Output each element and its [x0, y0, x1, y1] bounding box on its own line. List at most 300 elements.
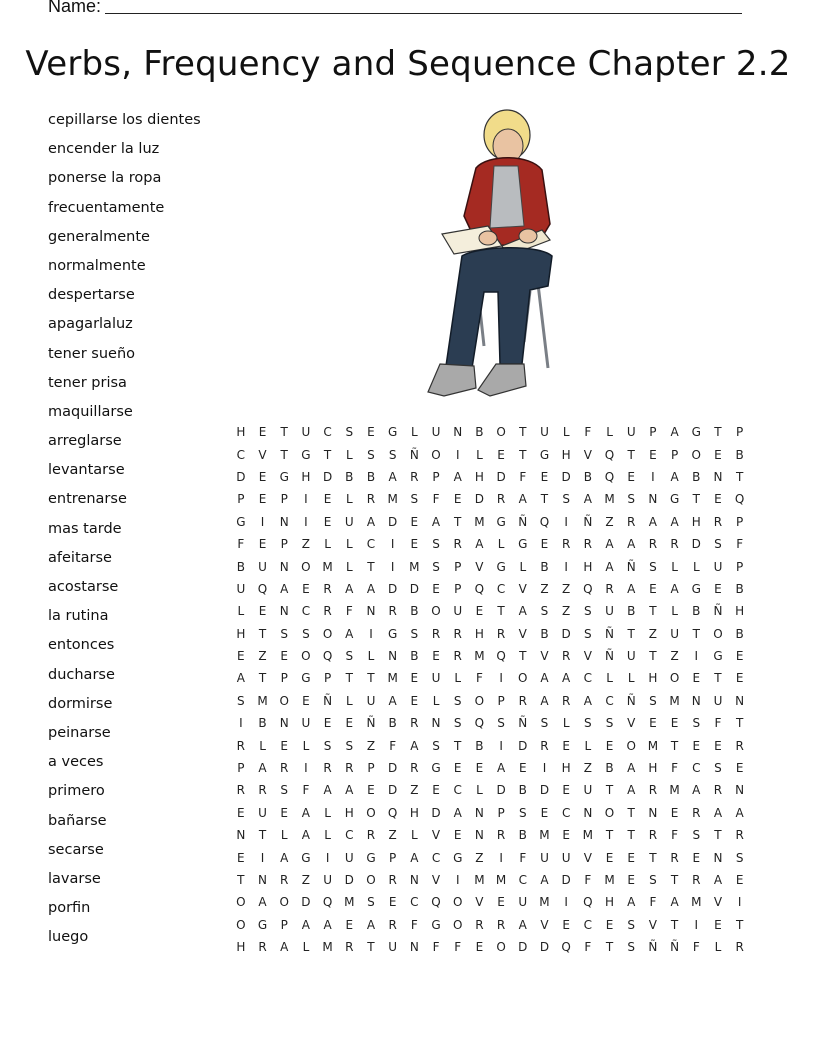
grid-letter[interactable]: G [279, 469, 289, 484]
grid-letter[interactable]: V [540, 649, 549, 664]
grid-letter[interactable]: G [236, 514, 246, 529]
grid-letter[interactable]: O [301, 649, 311, 664]
grid-letter[interactable]: R [388, 873, 397, 887]
grid-letter[interactable]: I [499, 738, 503, 753]
grid-letter[interactable]: Z [648, 626, 658, 641]
grid-letter[interactable]: C [583, 671, 593, 686]
grid-letter[interactable]: N [258, 873, 268, 887]
grid-letter[interactable]: T [367, 559, 375, 574]
grid-letter[interactable]: V [475, 559, 484, 574]
grid-letter[interactable]: B [692, 604, 701, 619]
grid-letter[interactable]: Q [583, 581, 593, 596]
grid-letter[interactable]: R [692, 805, 701, 820]
grid-letter[interactable]: T [735, 469, 744, 484]
grid-letter[interactable]: T [280, 447, 288, 462]
grid-letter[interactable]: N [279, 716, 289, 731]
grid-letter[interactable]: A [713, 805, 723, 820]
grid-letter[interactable]: L [562, 425, 570, 440]
grid-letter[interactable]: G [713, 649, 723, 664]
grid-letter[interactable]: I [325, 850, 330, 865]
grid-letter[interactable]: A [648, 514, 658, 529]
grid-letter[interactable]: Q [604, 447, 615, 462]
grid-letter[interactable]: G [301, 671, 311, 686]
grid-letter[interactable]: Z [605, 514, 614, 529]
grid-letter[interactable]: R [561, 649, 571, 664]
grid-letter[interactable]: S [367, 895, 375, 910]
grid-letter[interactable]: E [714, 917, 722, 932]
grid-letter[interactable]: C [453, 783, 462, 798]
grid-letter[interactable]: E [605, 917, 614, 932]
grid-letter[interactable]: Ñ [605, 626, 615, 641]
grid-letter[interactable]: F [432, 940, 440, 955]
grid-letter[interactable]: T [714, 828, 722, 843]
grid-letter[interactable]: N [713, 469, 723, 484]
grid-letter[interactable]: S [388, 447, 397, 462]
grid-letter[interactable]: L [345, 447, 353, 462]
grid-letter[interactable]: L [584, 738, 592, 753]
grid-letter[interactable]: E [258, 604, 267, 619]
grid-letter[interactable]: P [389, 850, 397, 865]
grid-letter[interactable]: Q [474, 581, 485, 596]
grid-letter[interactable]: L [519, 559, 527, 574]
grid-letter[interactable]: E [323, 716, 332, 731]
grid-letter[interactable]: F [584, 940, 592, 955]
grid-letter[interactable]: A [627, 761, 636, 776]
grid-letter[interactable]: U [258, 805, 267, 820]
grid-letter[interactable]: H [474, 469, 484, 484]
grid-letter[interactable]: A [670, 469, 679, 484]
grid-letter[interactable]: E [280, 649, 289, 664]
grid-letter[interactable]: G [388, 626, 398, 641]
grid-letter[interactable]: L [345, 492, 353, 507]
grid-letter[interactable]: A [410, 738, 419, 753]
grid-letter[interactable]: Ñ [583, 514, 593, 529]
grid-letter[interactable]: A [627, 783, 636, 798]
grid-letter[interactable]: L [411, 828, 418, 843]
grid-letter[interactable]: S [323, 738, 332, 753]
grid-letter[interactable]: M [344, 895, 355, 910]
grid-letter[interactable]: A [583, 693, 592, 708]
grid-letter[interactable]: E [649, 716, 657, 731]
grid-letter[interactable]: B [410, 649, 419, 664]
grid-letter[interactable]: T [735, 917, 744, 932]
grid-letter[interactable]: F [649, 895, 657, 910]
grid-letter[interactable]: S [714, 537, 722, 552]
grid-letter[interactable]: A [280, 940, 289, 955]
grid-letter[interactable]: V [431, 828, 441, 843]
grid-letter[interactable]: Ñ [518, 716, 528, 731]
grid-letter[interactable]: M [387, 671, 398, 686]
grid-letter[interactable]: A [366, 514, 376, 529]
grid-letter[interactable]: E [258, 469, 267, 484]
grid-letter[interactable]: E [410, 671, 419, 686]
grid-letter[interactable]: O [431, 604, 441, 619]
grid-letter[interactable]: B [236, 559, 245, 574]
grid-letter[interactable]: N [735, 783, 745, 798]
grid-letter[interactable]: P [237, 492, 245, 507]
grid-letter[interactable]: R [280, 761, 289, 776]
grid-letter[interactable]: D [388, 761, 398, 776]
grid-letter[interactable]: R [496, 492, 506, 507]
grid-letter[interactable]: R [323, 604, 332, 619]
grid-letter[interactable]: L [432, 693, 440, 708]
grid-letter[interactable]: M [539, 895, 550, 910]
grid-letter[interactable]: Z [583, 761, 592, 776]
grid-letter[interactable]: F [345, 604, 353, 619]
grid-letter[interactable]: G [431, 761, 441, 776]
grid-letter[interactable]: L [497, 537, 505, 552]
grid-letter[interactable]: N [474, 805, 484, 820]
grid-letter[interactable]: C [605, 693, 614, 708]
grid-letter[interactable]: U [431, 671, 441, 686]
grid-letter[interactable]: R [713, 783, 723, 798]
grid-letter[interactable]: F [519, 469, 527, 484]
grid-letter[interactable]: Z [258, 649, 267, 664]
grid-letter[interactable]: O [691, 447, 701, 462]
grid-letter[interactable]: Q [496, 649, 506, 664]
grid-letter[interactable]: N [431, 716, 441, 731]
grid-letter[interactable]: L [324, 537, 331, 552]
grid-letter[interactable]: O [236, 917, 246, 932]
grid-letter[interactable]: R [323, 581, 332, 596]
grid-letter[interactable]: C [431, 850, 441, 865]
grid-letter[interactable]: E [670, 805, 679, 820]
grid-letter[interactable]: O [604, 805, 615, 820]
grid-letter[interactable]: S [237, 693, 245, 708]
grid-letter[interactable]: G [691, 581, 701, 596]
grid-letter[interactable]: A [670, 425, 679, 440]
grid-letter[interactable]: G [257, 917, 268, 932]
grid-letter[interactable]: A [258, 761, 267, 776]
grid-letter[interactable]: E [649, 581, 657, 596]
grid-letter[interactable]: V [583, 649, 592, 664]
grid-letter[interactable]: T [735, 716, 744, 731]
grid-letter[interactable]: N [388, 649, 398, 664]
grid-letter[interactable]: I [260, 514, 265, 529]
grid-letter[interactable]: N [279, 604, 289, 619]
grid-letter[interactable]: U [366, 693, 376, 708]
grid-letter[interactable]: U [236, 581, 246, 596]
grid-letter[interactable]: S [367, 447, 375, 462]
grid-letter[interactable]: A [627, 581, 636, 596]
grid-letter[interactable]: R [388, 604, 397, 619]
grid-letter[interactable]: L [476, 447, 483, 462]
grid-letter[interactable]: I [369, 626, 373, 641]
grid-letter[interactable]: F [519, 850, 527, 865]
grid-letter[interactable]: G [301, 447, 311, 462]
grid-letter[interactable]: A [301, 917, 311, 932]
grid-letter[interactable]: R [561, 693, 571, 708]
grid-letter[interactable]: E [302, 581, 310, 596]
grid-letter[interactable]: I [564, 514, 568, 529]
grid-letter[interactable]: V [583, 447, 592, 462]
grid-letter[interactable]: Z [670, 649, 679, 664]
grid-letter[interactable]: D [561, 626, 571, 641]
grid-letter[interactable]: L [627, 671, 635, 686]
grid-letter[interactable]: R [735, 828, 744, 843]
grid-letter[interactable]: P [323, 671, 332, 686]
grid-letter[interactable]: H [409, 805, 419, 820]
grid-letter[interactable]: S [453, 716, 462, 731]
grid-letter[interactable]: A [518, 917, 527, 932]
grid-letter[interactable]: S [432, 559, 440, 574]
grid-letter[interactable]: M [669, 693, 680, 708]
grid-letter[interactable]: P [497, 693, 505, 708]
grid-letter[interactable]: G [496, 559, 506, 574]
grid-letter[interactable]: T [605, 828, 614, 843]
grid-letter[interactable]: O [713, 626, 723, 641]
grid-letter[interactable]: A [301, 828, 311, 843]
grid-letter[interactable]: R [236, 738, 246, 753]
grid-letter[interactable]: D [388, 581, 398, 596]
grid-letter[interactable]: B [627, 604, 636, 619]
grid-letter[interactable]: A [713, 873, 723, 887]
grid-letter[interactable]: S [649, 559, 657, 574]
grid-letter[interactable]: T [692, 492, 700, 507]
grid-letter[interactable]: A [301, 805, 311, 820]
grid-letter[interactable]: F [454, 940, 462, 955]
grid-letter[interactable]: I [260, 850, 265, 865]
grid-letter[interactable]: U [344, 514, 354, 529]
grid-letter[interactable]: F [584, 425, 592, 440]
grid-letter[interactable]: A [453, 805, 462, 820]
grid-letter[interactable]: S [345, 738, 354, 753]
grid-letter[interactable]: T [692, 626, 700, 641]
grid-letter[interactable]: A [453, 469, 462, 484]
grid-letter[interactable]: Ñ [323, 693, 333, 708]
grid-letter[interactable]: S [280, 626, 289, 641]
grid-letter[interactable]: E [605, 850, 614, 865]
grid-letter[interactable]: E [237, 850, 245, 865]
grid-letter[interactable]: R [410, 761, 419, 776]
grid-letter[interactable]: E [562, 738, 570, 753]
grid-letter[interactable]: C [236, 447, 246, 462]
grid-letter[interactable]: B [735, 581, 744, 596]
grid-letter[interactable]: E [258, 492, 267, 507]
grid-letter[interactable]: G [518, 537, 528, 552]
grid-letter[interactable]: D [496, 783, 506, 798]
grid-letter[interactable]: B [410, 604, 419, 619]
grid-letter[interactable]: E [475, 940, 484, 955]
grid-letter[interactable]: Z [475, 850, 484, 865]
grid-letter[interactable]: Q [539, 514, 550, 529]
grid-letter[interactable]: R [670, 537, 679, 552]
grid-letter[interactable]: O [626, 738, 636, 753]
grid-letter[interactable]: E [323, 492, 332, 507]
grid-letter[interactable]: L [714, 940, 722, 955]
grid-letter[interactable]: D [301, 895, 311, 910]
grid-letter[interactable]: U [258, 559, 267, 574]
grid-letter[interactable]: E [497, 447, 505, 462]
grid-letter[interactable]: C [496, 581, 506, 596]
grid-letter[interactable]: E [432, 649, 440, 664]
grid-letter[interactable]: E [518, 761, 527, 776]
grid-letter[interactable]: P [497, 805, 505, 820]
grid-letter[interactable]: I [390, 559, 395, 574]
grid-letter[interactable]: R [410, 469, 419, 484]
grid-letter[interactable]: E [323, 514, 332, 529]
grid-letter[interactable]: G [496, 514, 506, 529]
grid-letter[interactable]: S [627, 492, 636, 507]
grid-letter[interactable]: R [366, 492, 376, 507]
grid-letter[interactable]: I [651, 469, 655, 484]
grid-letter[interactable]: R [258, 940, 267, 955]
grid-letter[interactable]: N [279, 514, 289, 529]
grid-letter[interactable]: L [345, 559, 353, 574]
grid-letter[interactable]: F [736, 537, 744, 552]
grid-letter[interactable]: H [583, 559, 593, 574]
grid-letter[interactable]: M [582, 828, 594, 843]
grid-letter[interactable]: V [258, 447, 267, 462]
grid-letter[interactable]: D [236, 469, 246, 484]
grid-letter[interactable]: V [540, 917, 549, 932]
grid-letter[interactable]: V [583, 850, 592, 865]
grid-letter[interactable]: E [475, 761, 484, 776]
grid-letter[interactable]: E [605, 738, 614, 753]
grid-letter[interactable]: Q [734, 492, 745, 507]
grid-letter[interactable]: U [301, 425, 311, 440]
grid-letter[interactable]: B [605, 761, 614, 776]
grid-letter[interactable]: R [410, 716, 419, 731]
grid-letter[interactable]: Q [431, 895, 441, 910]
grid-letter[interactable]: S [518, 805, 527, 820]
grid-letter[interactable]: A [670, 581, 679, 596]
grid-letter[interactable]: N [474, 828, 484, 843]
grid-letter[interactable]: T [714, 671, 722, 686]
grid-letter[interactable]: O [366, 873, 376, 887]
grid-letter[interactable]: F [692, 940, 700, 955]
grid-letter[interactable]: G [691, 425, 701, 440]
grid-letter[interactable]: R [583, 537, 593, 552]
grid-letter[interactable]: C [692, 761, 701, 776]
grid-letter[interactable]: N [583, 805, 593, 820]
grid-letter[interactable]: Z [410, 783, 419, 798]
grid-letter[interactable]: Ñ [713, 604, 723, 619]
grid-letter[interactable]: V [431, 873, 441, 887]
grid-letter[interactable]: S [649, 693, 657, 708]
grid-letter[interactable]: D [561, 469, 571, 484]
grid-letter[interactable]: C [561, 805, 571, 820]
grid-letter[interactable]: A [345, 581, 354, 596]
grid-letter[interactable]: D [388, 783, 398, 798]
grid-letter[interactable]: E [432, 581, 440, 596]
grid-letter[interactable]: O [279, 895, 289, 910]
grid-letter[interactable]: V [648, 917, 658, 932]
grid-letter[interactable]: R [648, 828, 658, 843]
grid-letter[interactable]: R [453, 626, 462, 641]
grid-letter[interactable]: P [736, 514, 744, 529]
grid-letter[interactable]: E [714, 492, 722, 507]
grid-letter[interactable]: E [258, 425, 267, 440]
grid-letter[interactable]: H [236, 626, 246, 641]
grid-letter[interactable]: A [475, 537, 484, 552]
grid-letter[interactable]: I [455, 873, 460, 887]
grid-letter[interactable]: T [714, 425, 722, 440]
grid-letter[interactable]: A [605, 559, 614, 574]
grid-letter[interactable]: L [324, 805, 331, 820]
grid-letter[interactable]: M [604, 492, 615, 507]
grid-letter[interactable]: Ñ [409, 447, 419, 462]
grid-letter[interactable]: A [345, 626, 354, 641]
grid-letter[interactable]: S [692, 828, 701, 843]
grid-letter[interactable]: A [323, 917, 332, 932]
grid-letter[interactable]: T [258, 671, 267, 686]
grid-letter[interactable]: E [735, 761, 744, 776]
grid-letter[interactable]: A [280, 850, 289, 865]
grid-letter[interactable]: V [518, 626, 527, 641]
grid-letter[interactable]: T [280, 425, 288, 440]
grid-letter[interactable]: I [239, 716, 243, 731]
grid-letter[interactable]: E [453, 492, 462, 507]
grid-letter[interactable]: M [409, 559, 420, 574]
grid-letter[interactable]: A [540, 693, 549, 708]
grid-letter[interactable]: L [606, 425, 613, 440]
grid-letter[interactable]: F [584, 873, 592, 887]
grid-letter[interactable]: T [454, 514, 462, 529]
grid-letter[interactable]: Q [474, 716, 485, 731]
grid-letter[interactable]: O [322, 626, 333, 641]
grid-letter[interactable]: S [345, 425, 354, 440]
grid-letter[interactable]: S [584, 604, 592, 619]
grid-letter[interactable]: R [323, 761, 332, 776]
grid-letter[interactable]: L [302, 738, 310, 753]
grid-letter[interactable]: E [497, 895, 505, 910]
grid-letter[interactable]: D [474, 492, 485, 507]
grid-letter[interactable]: S [432, 738, 440, 753]
grid-letter[interactable]: U [713, 693, 723, 708]
grid-letter[interactable]: Z [301, 873, 311, 887]
grid-letter[interactable]: E [562, 917, 570, 932]
grid-letter[interactable]: I [499, 850, 503, 865]
grid-letter[interactable]: A [410, 850, 419, 865]
grid-letter[interactable]: R [713, 514, 723, 529]
grid-letter[interactable]: S [280, 783, 289, 798]
grid-letter[interactable]: L [259, 738, 266, 753]
grid-letter[interactable]: T [237, 873, 245, 887]
grid-letter[interactable]: F [671, 761, 679, 776]
grid-letter[interactable]: C [301, 604, 311, 619]
grid-letter[interactable]: E [692, 738, 701, 753]
grid-letter[interactable]: S [540, 716, 549, 731]
grid-letter[interactable]: E [540, 469, 549, 484]
grid-letter[interactable]: T [345, 671, 353, 686]
grid-letter[interactable]: R [475, 917, 484, 932]
grid-letter[interactable]: A [366, 917, 376, 932]
grid-letter[interactable]: M [322, 559, 333, 574]
grid-letter[interactable]: T [519, 447, 527, 462]
grid-letter[interactable]: S [735, 850, 744, 865]
grid-letter[interactable]: T [454, 738, 462, 753]
grid-letter[interactable]: P [280, 492, 288, 507]
grid-letter[interactable]: Z [301, 537, 311, 552]
grid-letter[interactable]: Q [561, 940, 571, 955]
grid-letter[interactable]: S [714, 761, 722, 776]
grid-letter[interactable]: B [583, 469, 592, 484]
grid-letter[interactable]: D [539, 783, 550, 798]
grid-letter[interactable]: F [671, 828, 679, 843]
grid-letter[interactable]: L [237, 604, 245, 619]
grid-letter[interactable]: Z [540, 581, 549, 596]
grid-letter[interactable]: L [454, 671, 462, 686]
grid-letter[interactable]: D [561, 873, 571, 887]
grid-letter[interactable]: E [453, 761, 462, 776]
grid-letter[interactable]: U [540, 425, 549, 440]
grid-letter[interactable]: R [496, 917, 506, 932]
grid-letter[interactable]: G [539, 447, 550, 462]
grid-letter[interactable]: E [649, 447, 657, 462]
grid-letter[interactable]: T [258, 828, 267, 843]
grid-letter[interactable]: A [388, 693, 397, 708]
